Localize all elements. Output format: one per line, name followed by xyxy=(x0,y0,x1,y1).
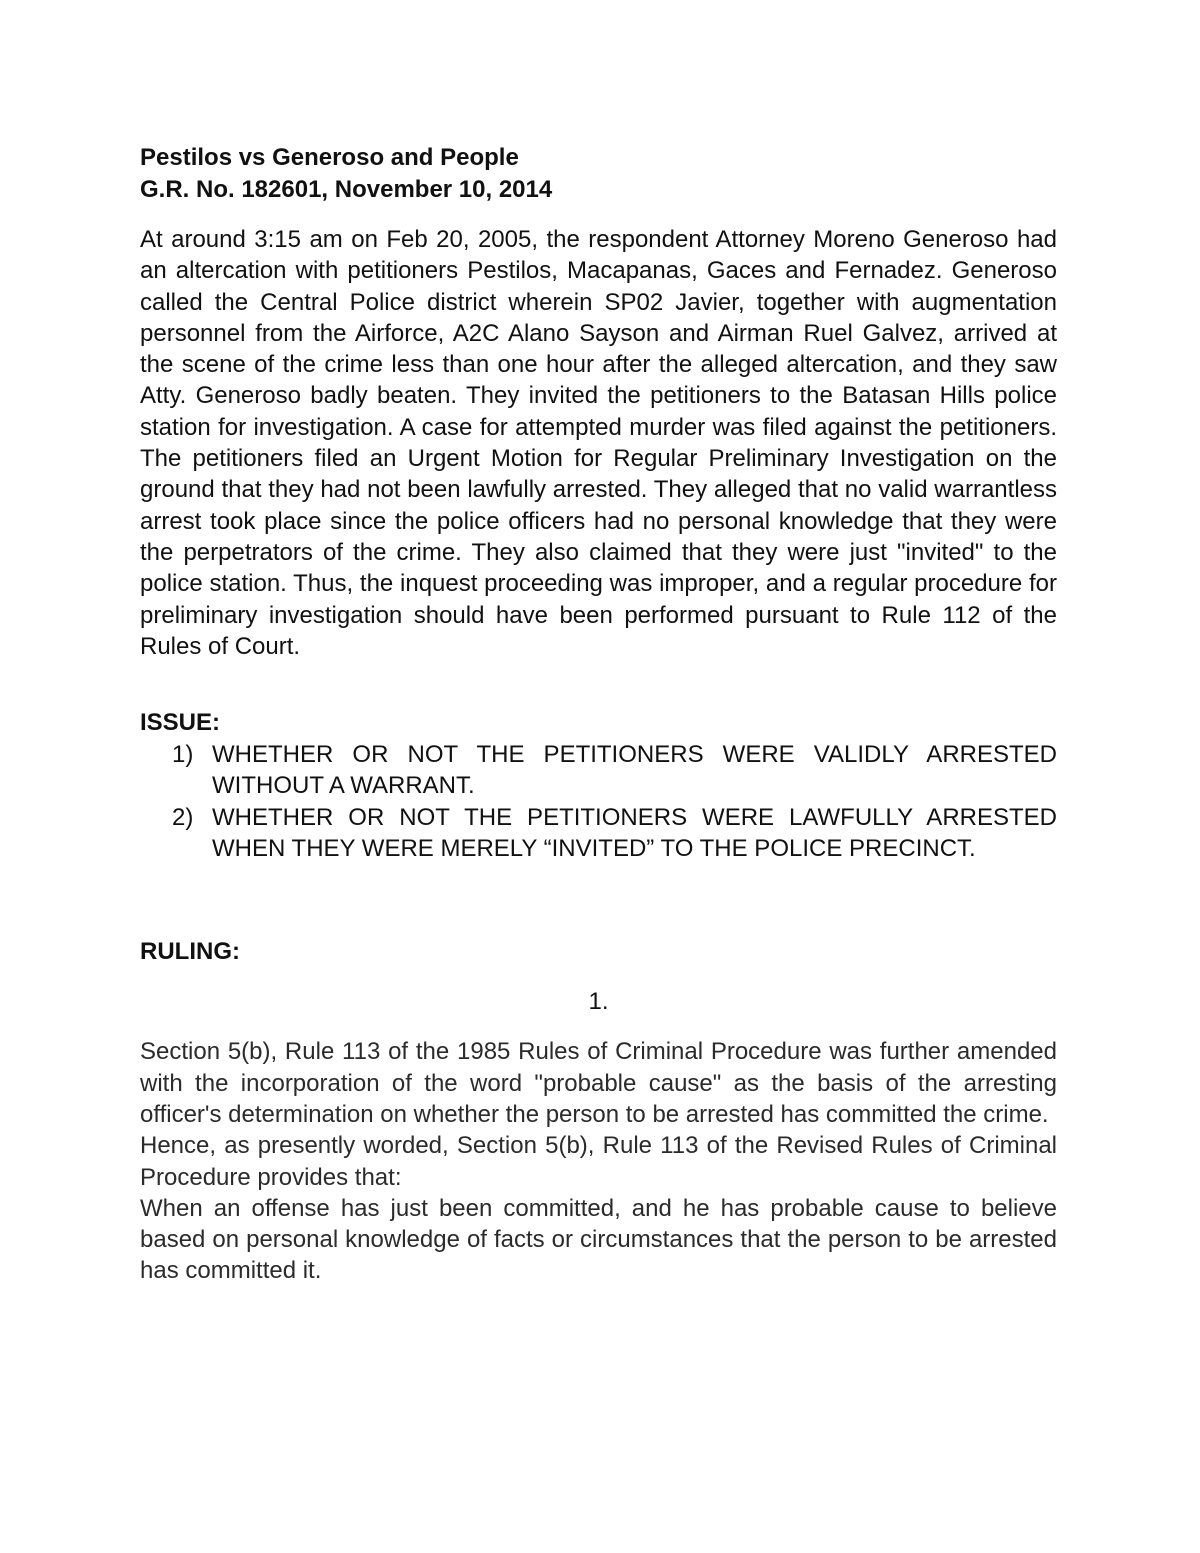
issue-item xyxy=(140,739,1057,802)
issue-text: WHETHER OR NOT THE PETITIONERS WERE LAWFULLY ARRESTED WHEN THEY WERE MERELY “INVITED” TO THE POLICE PRECINCT. xyxy=(212,803,1057,863)
spacer xyxy=(140,662,1057,707)
issue-heading: ISSUE: xyxy=(140,709,221,737)
issue-item xyxy=(140,802,1057,865)
issue-list xyxy=(140,739,1057,864)
spacer xyxy=(140,968,1057,986)
case-citation: G.R. No. 182601, November 10, 2014 xyxy=(140,176,553,203)
ruling-paragraph: Section 5(b), Rule 113 of the 1985 Rules of Criminal Procedure was further amended with the incorporation of the word "probable cause" as the basis of the arresting officer's determination on whether the person to be arrested has committed the crime. xyxy=(140,1038,1057,1128)
issue-number: 2) xyxy=(172,803,194,831)
issue-text: WHETHER OR NOT THE PETITIONERS WERE VALIDLY ARRESTED WITHOUT A WARRANT. xyxy=(212,741,1057,800)
ruling-paragraph: When an offense has just been committed, and he has probable cause to believe based on personal knowledge of facts or circumstances that the person to be arrested has committed it. xyxy=(140,1194,1057,1285)
facts-paragraph: At around 3:15 am on Feb 20, 2005, the respondent Attorney Moreno Generoso had an altercation with petitioners Pestilos, Macapanas, Gaces and Fernadez. Generoso called the Central Police district wherein SP02 Javier, together with augmentation personnel from the Airforce, A2C Alano Sayson and Airman Ruel Galvez, arrived at the scene of the crime less than one hour after the alleged altercation, and they saw Atty. Generoso badly beaten. They invited the petitioners to the Batasan Hills police station for investigation. A case for attempted murder was filed against the petitioners. The petitioners filed an Urgent Motion for Regular Preliminary Investigation on the ground that they had not been lawfully arrested. They alleged that no valid warrantless arrest took place since the police officers had no personal knowledge that they were the perpetrators of the crime. They also claimed that they were just "invited" to the police station. Thus, the inquest proceeding was improper, and a regular procedure for preliminary investigation should have been performed pursuant to Rule 112 of the Rules of Court. xyxy=(140,226,1057,660)
spacer xyxy=(140,1018,1057,1036)
spacer xyxy=(140,864,1057,936)
document-page xyxy=(140,142,1057,1287)
ruling-paragraph: Hence, as presently worded, Section 5(b), Rule 113 of the Revised Rules of Criminal Procedure provides that: xyxy=(140,1132,1057,1191)
ruling-number: 1. xyxy=(588,988,609,1016)
ruling-heading: RULING: xyxy=(140,938,240,966)
spacer xyxy=(140,206,1057,224)
issue-number: 1) xyxy=(172,741,194,769)
case-title: Pestilos vs Generoso and People xyxy=(140,144,519,171)
